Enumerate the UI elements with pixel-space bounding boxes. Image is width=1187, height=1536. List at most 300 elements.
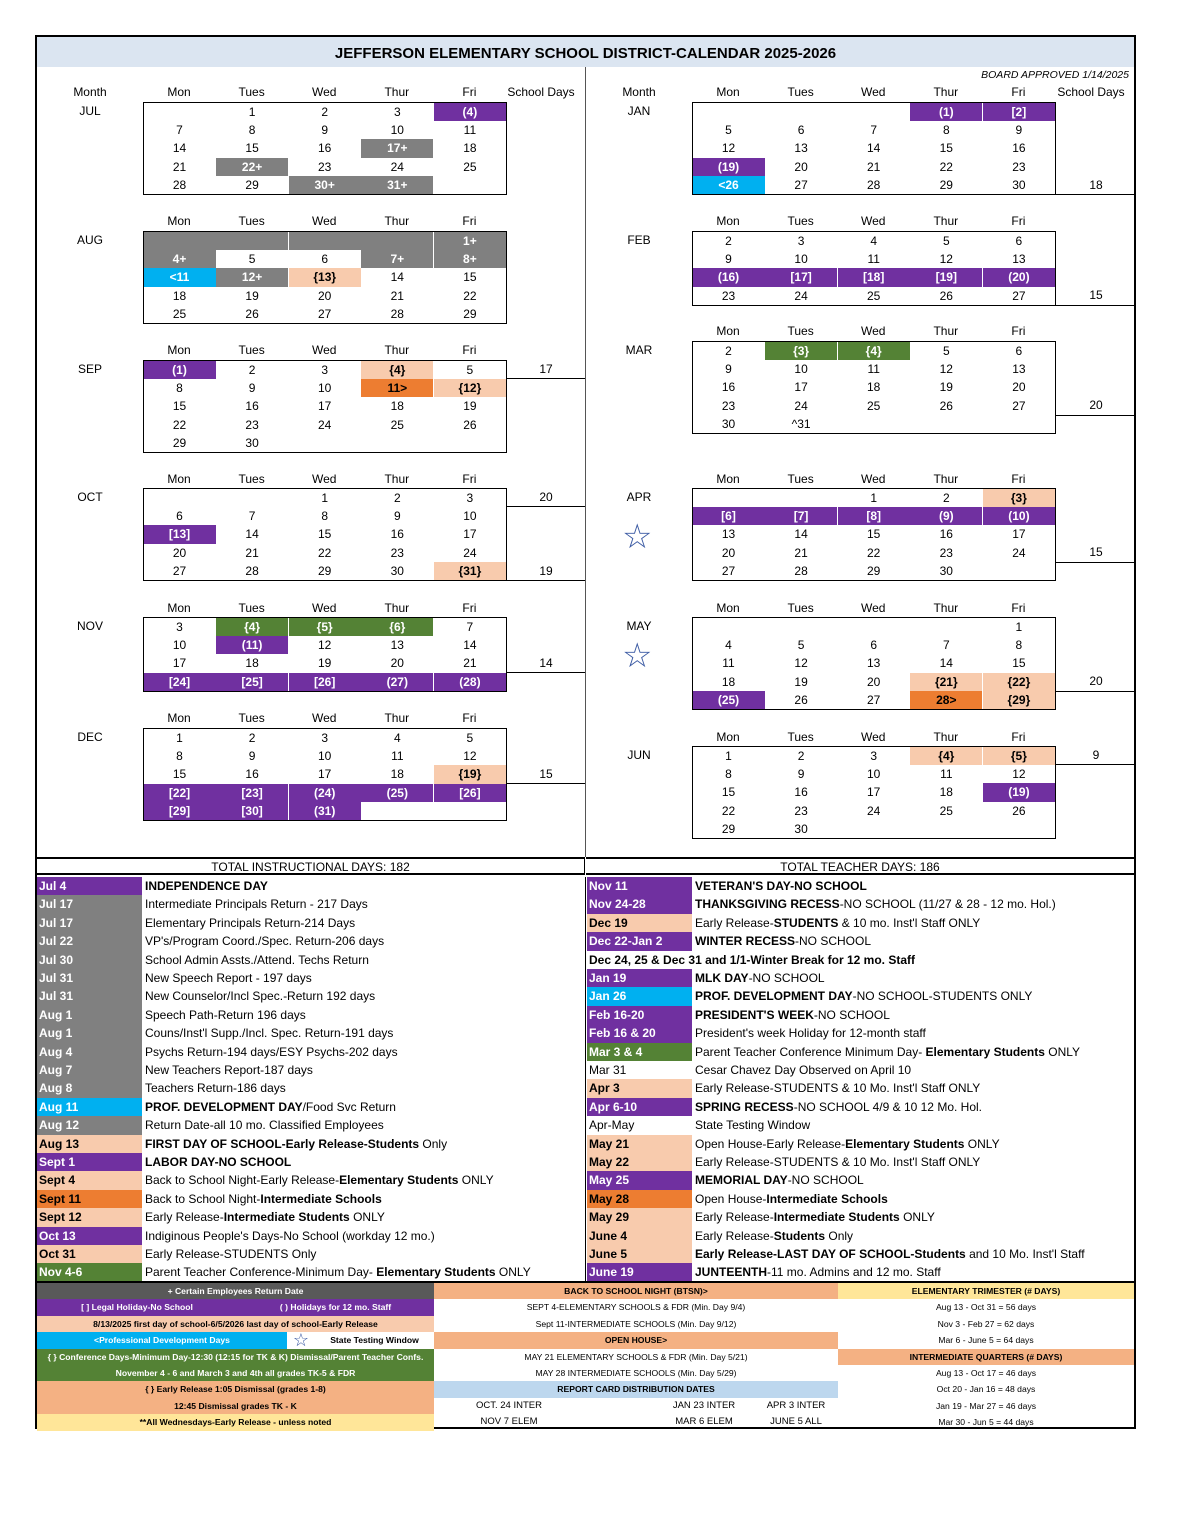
day-cell: [693, 103, 765, 121]
weekday-header: Thur: [933, 730, 959, 744]
day-cell: 30: [245, 436, 259, 451]
event-date: May 29: [587, 1208, 692, 1226]
day-cell: 17: [867, 785, 881, 800]
weekday-header: Mon: [716, 214, 740, 228]
day-cell: 14: [390, 270, 404, 285]
day-cell: 1: [870, 490, 878, 505]
weekday-header: Mon: [167, 85, 191, 99]
day-cell: 29: [867, 564, 881, 579]
day-cell: 21: [867, 159, 881, 174]
weekday-header: Tues: [787, 85, 814, 99]
event-date: Aug 12: [37, 1116, 142, 1134]
event-description: Indiginous People's Days-No School (workday 12 mo.): [145, 1228, 435, 1243]
day-cell: 14: [794, 527, 808, 542]
day-cell: 23: [390, 545, 404, 560]
day-cell: (31): [289, 802, 361, 820]
weekday-header: Thur: [384, 85, 410, 99]
weekday-header: Fri: [1011, 472, 1026, 486]
day-cell: 16: [939, 527, 953, 542]
event-description: Intermediate Principals Return - 217 Days: [145, 897, 368, 912]
event-description: Couns/Inst'l Supp./Incl. Spec. Return-191 days: [145, 1026, 394, 1041]
day-cell: 30: [939, 564, 953, 579]
event-date: Aug 1: [37, 1006, 142, 1024]
weekday-header: Fri: [1011, 85, 1026, 99]
day-cell: 24: [867, 803, 881, 818]
event-description: INDEPENDENCE DAY: [145, 879, 268, 893]
day-cell: [361, 434, 433, 452]
day-cell: (4): [434, 103, 506, 121]
day-cell: 18: [390, 399, 404, 414]
weekday-header: Wed: [311, 472, 337, 486]
day-cell: 9: [248, 380, 256, 395]
day-cell: 24: [463, 545, 477, 560]
day-cell: [13]: [144, 525, 216, 543]
day-cell: [361, 232, 433, 250]
day-cell: [983, 820, 1055, 838]
event-date: June 19: [587, 1263, 692, 1281]
star-icon: ☆: [622, 518, 653, 556]
day-cell: 26: [939, 288, 953, 303]
column-divider: [585, 67, 586, 857]
day-cell: 5: [797, 637, 805, 652]
day-cell: 12: [794, 656, 808, 671]
board-approved-note: BOARD APPROVED 1/14/2025: [981, 69, 1129, 81]
day-cell: 27: [318, 307, 332, 322]
event-description: New Counselor/Incl Spec.-Return 192 days: [145, 989, 376, 1004]
day-cell: 27: [1012, 288, 1026, 303]
day-cell: {22}: [983, 673, 1055, 691]
day-cell: 5: [942, 233, 950, 248]
weekday-header: Fri: [1011, 324, 1026, 338]
day-cell: 23: [939, 545, 953, 560]
legend-conference: { } Conference Days-Minimum Day-12:30 (12:15 for TK & K) Dismissal/Parent Teacher Confs.: [37, 1349, 434, 1365]
event-description: Early Release-STUDENTS & 10 Mo. Inst'l Staff ONLY: [695, 1155, 981, 1169]
day-cell: 12: [721, 141, 736, 156]
event-date: Jul 17: [37, 895, 142, 913]
day-cell: [838, 103, 910, 121]
day-cell: 17: [463, 527, 477, 542]
day-cell: [434, 802, 506, 820]
weekday-header: Fri: [462, 601, 477, 615]
star-icon: ☆: [622, 637, 653, 675]
event-description: JUNTEENTH-11 mo. Admins and 12 mo. Staff: [695, 1265, 941, 1280]
weekday-header: Tues: [787, 472, 814, 486]
event-date: Dec 22-Jan 2: [587, 932, 692, 950]
day-cell: (11): [216, 636, 288, 654]
day-cell: [216, 489, 288, 507]
day-cell: 11>: [361, 379, 433, 397]
event-description: Parent Teacher Conference-Minimum Day- Elementary Students ONLY: [145, 1265, 531, 1280]
legend-report-date: APR 3 INTER: [766, 1399, 826, 1411]
school-days-line: [507, 378, 585, 379]
month-label: DEC: [77, 730, 103, 744]
day-cell: 28: [794, 564, 808, 579]
day-cell: 4: [870, 233, 878, 248]
school-days-line: [507, 580, 585, 581]
school-days-line: [1056, 764, 1134, 765]
day-cell: 1: [176, 730, 183, 745]
day-cell: 15: [172, 767, 187, 782]
day-cell: 22: [172, 417, 187, 432]
event-date: Mar 31: [589, 1063, 627, 1077]
day-cell: 21: [245, 545, 259, 560]
event-description: PRESIDENT'S WEEK-NO SCHOOL: [695, 1007, 890, 1022]
day-cell: 11: [867, 251, 880, 266]
event-description: LABOR DAY-NO SCHOOL: [145, 1155, 292, 1169]
weekday-header: Mon: [167, 472, 191, 486]
event-description: Back to School Night-Early Release-Elementary Students ONLY: [145, 1173, 494, 1188]
day-cell: {4}: [216, 618, 288, 636]
day-cell: 2: [393, 490, 401, 505]
weekday-header: Mon: [167, 711, 191, 725]
day-cell: 1: [248, 104, 256, 119]
day-cell: 17: [1012, 527, 1026, 542]
school-days-count: 18: [1089, 177, 1103, 192]
day-cell: 30: [390, 564, 404, 579]
day-cell: 31+: [361, 176, 433, 194]
legend-report-date: OCT. 24 INTER: [476, 1399, 542, 1411]
event-date: Apr-May: [589, 1118, 635, 1133]
event-date: Nov 4-6: [37, 1263, 142, 1281]
day-cell: [765, 103, 837, 121]
day-cell: 22+: [216, 158, 288, 176]
day-cell: 27: [1012, 398, 1026, 413]
weekday-header: Fri: [462, 472, 477, 486]
weekday-header: Thur: [384, 214, 410, 228]
day-cell: 6: [1015, 233, 1023, 248]
weekday-header: Fri: [1011, 730, 1026, 744]
day-cell: 2: [942, 490, 950, 505]
day-cell: 8: [942, 122, 950, 137]
day-cell: 17: [794, 380, 808, 395]
day-cell: 29: [939, 178, 953, 193]
school-days-count: 17: [539, 362, 553, 376]
day-cell: 28: [245, 564, 259, 579]
school-days-line: [1056, 194, 1134, 195]
day-cell: 26: [794, 693, 808, 708]
day-cell: 24: [794, 288, 808, 303]
legend-report-date: JAN 23 INTER: [672, 1399, 736, 1411]
day-cell: 13: [867, 656, 881, 671]
event-date: Jul 31: [37, 969, 142, 987]
day-cell: 19: [318, 656, 332, 671]
day-cell: (24): [289, 784, 361, 802]
legend-legal-holiday: [ ] Legal Holiday-No School: [81, 1302, 193, 1313]
weekday-header: Mon: [167, 601, 191, 615]
day-cell: {3}: [765, 342, 837, 360]
weekday-header: Mon: [716, 85, 740, 99]
legend-first-last-day: 8/13/2025 first day of school-6/5/2026 last day of school-Early Release: [37, 1316, 434, 1332]
event-date: Jan 26: [587, 987, 692, 1005]
day-cell: 22: [721, 803, 736, 818]
day-cell: 17+: [361, 139, 433, 157]
event-date: Dec 19: [587, 914, 692, 932]
day-cell: {6}: [361, 618, 433, 636]
event-date: Sept 1: [37, 1153, 142, 1171]
day-cell: 9: [1015, 122, 1023, 137]
school-days-header: School Days: [1057, 85, 1125, 99]
page-title: JEFFERSON ELEMENTARY SCHOOL DISTRICT-CALENDAR 2025-2026: [37, 37, 1134, 67]
legend-open-house-2: MAY 28 INTERMEDIATE SCHOOLS (Min. Day 5/29): [535, 1368, 737, 1378]
day-cell: 4: [725, 637, 732, 652]
weekday-header: Fri: [1011, 214, 1026, 228]
event-description: Parent Teacher Conference Minimum Day- Elementary Students ONLY: [695, 1044, 1081, 1059]
legend-report-date: JUNE 5 ALL: [770, 1416, 822, 1428]
day-cell: 11: [722, 656, 735, 671]
event-description: SPRING RECESS-NO SCHOOL 4/9 & 10 12 Mo. Hol.: [695, 1099, 982, 1114]
month-label: MAY: [626, 619, 652, 633]
school-days-count: 15: [1089, 288, 1103, 303]
day-cell: 14: [939, 656, 953, 671]
day-cell: 5: [942, 343, 950, 358]
event-description: School Admin Assts./Attend. Techs Return: [145, 952, 369, 967]
school-days-count: 15: [1089, 545, 1103, 560]
day-cell: 12+: [216, 268, 288, 286]
day-cell: 9: [248, 748, 256, 763]
day-cell: 18: [939, 785, 953, 800]
event-date: June 5: [587, 1245, 692, 1263]
event-description: New Speech Report - 197 days: [145, 971, 312, 985]
day-cell: 12: [1012, 766, 1026, 781]
day-cell: 6: [321, 251, 329, 266]
day-cell: ^31: [791, 417, 811, 432]
event-date: Jul 4: [37, 877, 142, 895]
day-cell: 26: [1012, 803, 1026, 818]
school-days-count: 14: [539, 655, 553, 670]
day-cell: [22]: [144, 784, 216, 802]
day-cell: [765, 618, 837, 636]
day-cell: 10: [390, 122, 404, 137]
event-description: Open House-Early Release-Elementary Students ONLY: [695, 1136, 1000, 1151]
weekday-header: Thur: [384, 601, 410, 615]
day-cell: [765, 489, 837, 507]
day-cell: 14: [463, 637, 477, 652]
legend-quarter: Jan 19 - Mar 27 = 46 days: [935, 1400, 1037, 1411]
day-cell: 3: [870, 748, 878, 763]
day-cell: 2: [248, 362, 256, 377]
day-cell: 29: [318, 564, 332, 579]
day-cell: 15: [721, 785, 736, 800]
day-cell: {5}: [983, 747, 1055, 765]
day-cell: 30: [794, 822, 808, 837]
day-cell: 17: [318, 767, 332, 782]
day-cell: [434, 434, 506, 452]
event-date: May 21: [587, 1135, 692, 1153]
weekday-header: Thur: [933, 472, 959, 486]
day-cell: 19: [794, 674, 808, 689]
weekday-header: Thur: [384, 711, 410, 725]
day-cell: (20): [983, 268, 1055, 286]
day-cell: 20: [172, 545, 187, 560]
day-cell: 1+: [434, 232, 506, 250]
day-cell: [26]: [289, 673, 361, 691]
day-cell: 22: [867, 545, 881, 560]
weekday-header: Tues: [238, 711, 265, 725]
day-cell: 16: [721, 380, 736, 395]
day-cell: [838, 415, 910, 433]
legend-report-date: NOV 7 ELEM: [480, 1416, 538, 1428]
day-cell: 30: [1012, 178, 1026, 193]
day-cell: 19: [463, 399, 477, 414]
weekday-header: Fri: [462, 85, 477, 99]
events-divider: [585, 877, 586, 1282]
day-cell: [23]: [216, 784, 288, 802]
event-date: Aug 7: [37, 1061, 142, 1079]
event-date: May 25: [587, 1171, 692, 1189]
event-date: Aug 11: [37, 1098, 142, 1116]
day-cell: 8: [1015, 637, 1023, 652]
day-cell: 10: [318, 380, 332, 395]
day-cell: 23: [794, 803, 808, 818]
day-cell: <11: [144, 268, 216, 286]
event-date: Jul 30: [37, 951, 142, 969]
day-cell: [8]: [838, 507, 910, 525]
weekday-header: Thur: [933, 324, 959, 338]
day-cell: [30]: [216, 802, 288, 820]
month-label: MAR: [625, 343, 653, 357]
day-cell: 20: [1012, 380, 1026, 395]
day-cell: 27: [794, 178, 808, 193]
day-cell: 29: [463, 307, 477, 322]
legend-wednesdays: **All Wednesdays-Early Release - unless noted: [37, 1414, 434, 1430]
school-days-count: 15: [539, 766, 553, 781]
weekday-header: Wed: [860, 324, 886, 338]
day-cell: 5: [725, 122, 732, 137]
event-description: FIRST DAY OF SCHOOL-Early Release-Students Only: [145, 1136, 448, 1151]
event-date: Nov 24-28: [587, 895, 692, 913]
month-label: APR: [626, 490, 652, 504]
day-cell: 6: [176, 508, 183, 523]
day-cell: 11: [391, 748, 404, 763]
event-description: President's week Holiday for 12-month staff: [695, 1026, 926, 1041]
day-cell: [983, 415, 1055, 433]
weekday-header: Tues: [787, 601, 814, 615]
day-cell: 24: [318, 417, 332, 432]
weekday-header: Thur: [933, 601, 959, 615]
day-cell: 2: [725, 343, 732, 358]
event-date: Mar 3 & 4: [587, 1043, 692, 1061]
day-cell: 13: [390, 637, 404, 652]
day-cell: 16: [245, 399, 259, 414]
legend-report-date: MAR 6 ELEM: [675, 1416, 733, 1428]
day-cell: 9: [321, 122, 329, 137]
event-description: Speech Path-Return 196 days: [145, 1007, 306, 1022]
day-cell: 27: [867, 693, 881, 708]
day-cell: 14: [245, 527, 259, 542]
weekday-header: Wed: [311, 601, 337, 615]
day-cell: {3}: [983, 489, 1055, 507]
weekday-header: Fri: [462, 214, 477, 228]
day-cell: 25: [172, 307, 187, 322]
legend-state-testing: State Testing Window: [330, 1335, 419, 1346]
month-col-header: Month: [73, 85, 107, 99]
day-cell: (10): [983, 507, 1055, 525]
day-cell: 24: [794, 398, 808, 413]
day-cell: 22: [939, 159, 953, 174]
weekday-header: Thur: [384, 472, 410, 486]
day-cell: 14: [867, 141, 881, 156]
day-cell: [24]: [144, 673, 216, 691]
weekday-header: Tues: [787, 730, 814, 744]
day-cell: 7: [942, 637, 950, 652]
day-cell: 20: [721, 545, 736, 560]
event-description: MEMORIAL DAY-NO SCHOOL: [695, 1173, 864, 1188]
weekday-header: Tues: [787, 324, 814, 338]
day-cell: (9): [910, 507, 982, 525]
day-cell: [838, 618, 910, 636]
school-days-count: 19: [539, 563, 553, 578]
weekday-header: Mon: [716, 601, 740, 615]
legend-trimester: Aug 13 - Oct 31 = 56 days: [935, 1302, 1037, 1313]
weekday-header: Wed: [311, 711, 337, 725]
day-cell: 23: [1012, 159, 1026, 174]
day-cell: [361, 802, 433, 820]
event-date: Nov 11: [587, 877, 692, 895]
day-cell: 12: [463, 748, 477, 763]
event-description: MLK DAY-NO SCHOOL: [695, 971, 825, 985]
day-cell: [289, 232, 361, 250]
day-cell: 6: [797, 122, 805, 137]
day-cell: 10: [794, 361, 808, 376]
event-description: PROF. DEVELOPMENT DAY/Food Svc Return: [145, 1099, 396, 1114]
legend-open-house-title: OPEN HOUSE>: [434, 1332, 838, 1348]
weekday-header: Wed: [311, 343, 337, 357]
day-cell: (25): [693, 691, 765, 709]
day-cell: 8: [176, 748, 183, 763]
day-cell: [26]: [434, 784, 506, 802]
day-cell: 13: [721, 527, 736, 542]
day-cell: 10: [867, 766, 881, 781]
day-cell: 17: [172, 656, 187, 671]
day-cell: 2: [321, 104, 329, 119]
weekday-header: Mon: [167, 343, 191, 357]
day-cell: 25: [390, 417, 404, 432]
day-cell: [17]: [765, 268, 837, 286]
day-cell: 25: [939, 803, 953, 818]
day-cell: 11: [463, 122, 477, 137]
event-description: State Testing Window: [695, 1118, 811, 1133]
day-cell: 20: [390, 656, 404, 671]
weekday-header: Fri: [1011, 601, 1026, 615]
day-cell: 13: [1012, 361, 1026, 376]
event-date: Apr 6-10: [587, 1098, 692, 1116]
day-cell: 4+: [144, 250, 216, 268]
day-cell: 28: [867, 178, 881, 193]
school-days-line: [507, 783, 585, 784]
weekday-header: Thur: [933, 214, 959, 228]
day-cell: 15: [1012, 656, 1026, 671]
day-cell: [838, 820, 910, 838]
event-description: Open House-Intermediate Schools: [695, 1191, 888, 1206]
day-cell: 16: [245, 767, 259, 782]
day-cell: 17: [318, 399, 332, 414]
day-cell: 5: [466, 730, 474, 745]
event-date: Aug 8: [37, 1079, 142, 1097]
weekday-header: Wed: [860, 214, 886, 228]
day-cell: {4}: [838, 342, 910, 360]
day-cell: {29}: [983, 691, 1055, 709]
event-description: Return Date-all 10 mo. Classified Employees: [145, 1118, 384, 1133]
school-days-count: 20: [1089, 398, 1103, 413]
day-cell: 19: [245, 288, 259, 303]
day-cell: 16: [318, 141, 332, 156]
legend-open-house-1: MAY 21 ELEMENTARY SCHOOLS & FDR (Min. Day 5/21): [524, 1351, 748, 1362]
day-cell: 15: [318, 527, 332, 542]
school-days-line: [507, 672, 585, 673]
day-cell: 8+: [434, 250, 506, 268]
day-cell: 13: [1012, 251, 1026, 266]
event-description: PROF. DEVELOPMENT DAY-NO SCHOOL-STUDENTS ONLY: [695, 989, 1033, 1004]
